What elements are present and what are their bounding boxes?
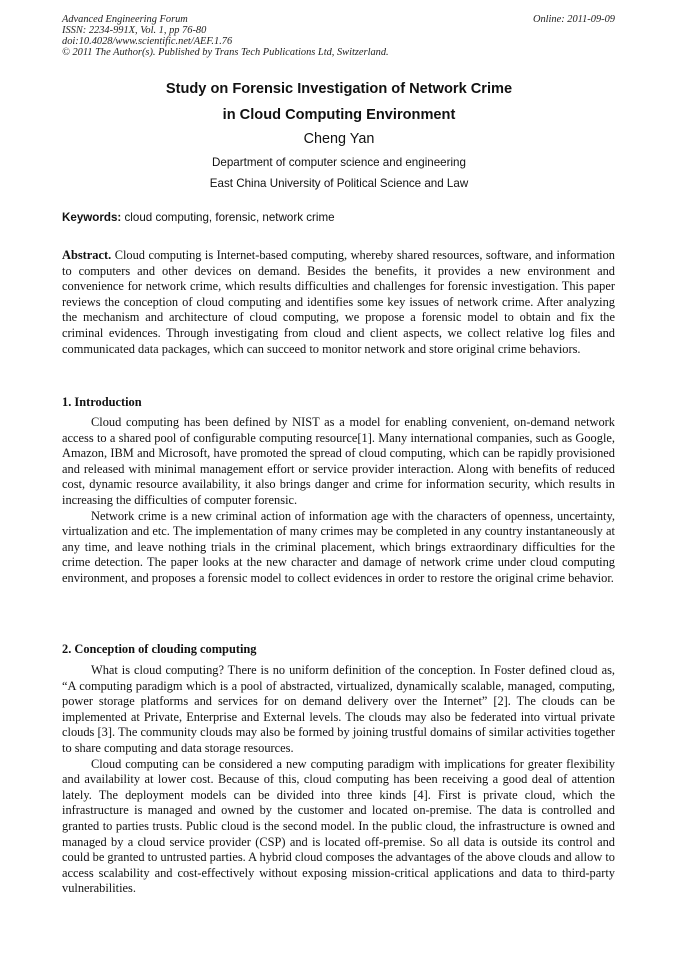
abstract-label: Abstract.: [62, 248, 112, 262]
keywords-label: Keywords:: [62, 211, 122, 224]
abstract-text: Cloud computing is Internet-based computing, whereby shared resources, software, and information to computers and other devices on demand. Besides the benefits, it provides a new environment and convenience for network crime, which results difficulties and challenges for forensic investigation. This paper reviews the conception of cloud computing and identifies some key issues of network crime. After analyzing the mechanism and architecture of cloud computing, we propose a forensic model to obtain and fix the criminal evidences. Through investigating from cloud and client aspects, we collect relative log files and communicated data packages, which can succeed to monitor network and store original crime behaviors.: [62, 248, 615, 356]
conception-body: [62, 663, 615, 897]
journal-doi: doi:10.4028/www.scientific.net/AEF.1.76: [62, 36, 233, 47]
author-name: Cheng Yan: [303, 131, 375, 147]
keywords-text: cloud computing, forensic, network crime: [121, 211, 335, 224]
paper-title-line-1: Study on Forensic Investigation of Network Crime: [165, 81, 513, 97]
affiliation-department: Department of computer science and engineering: [212, 156, 466, 169]
introduction-body: [62, 415, 615, 587]
section-heading-conception: 2. Conception of clouding computing: [62, 642, 257, 656]
paragraph: Cloud computing can be considered a new computing paradigm with implications for greater flexibility and availability at lower cost. Because of this, cloud computing has been receiving a good deal of attention lately. The deployment models can be divided into three kinds [4]. First is private cloud, which the infrastructure is managed and owned by the customer and located on-premise. The data is controlled and granted to parties trusts. Public cloud is the second model. In the public cloud, the infrastructure is owned and managed by a cloud service provider (CSP) and is located off-premise. So all data is outside its control and could be granted to untrusted parties. A hybrid cloud composes the advantages of the above clouds and allow to access scalability and cost-effectively without exposing mission-critical applications and data to third-party vulnerabilities.: [62, 756, 615, 896]
keywords: [62, 210, 615, 226]
affiliation-university: East China University of Political Science and Law: [209, 177, 469, 190]
section-heading-introduction: 1. Introduction: [62, 395, 142, 409]
journal-header: [62, 14, 615, 58]
journal-issn: ISSN: 2234-991X, Vol. 1, pp 76-80: [62, 25, 207, 36]
paragraph: Network crime is a new criminal action of information age with the characters of openness, uncertainty, virtualization and etc. The implementation of many crimes may be completed in any country instantaneously at any time, and leave nothing trials in the criminal placement, which brings extraordinary difficulties for the crime detection. The paper looks at the new character and damage of network crime under cloud computing environment, and proposes a forensic model to collect evidences in order to restore the original crime behavior.: [62, 508, 615, 585]
paper-title-line-2: in Cloud Computing Environment: [222, 107, 456, 123]
online-date: Online: 2011-09-09: [532, 14, 615, 25]
journal-name: Advanced Engineering Forum: [62, 14, 188, 25]
journal-copyright: © 2011 The Author(s). Published by Trans Tech Publications Ltd, Switzerland.: [62, 47, 389, 58]
abstract: [62, 248, 615, 357]
paragraph: What is cloud computing? There is no uniform definition of the conception. In Foster defined cloud as, “A computing paradigm which is a pool of abstracted, virtualized, dynamically scalable, managed, computing, power storage platforms and services for on demand delivery over the Internet” [2]. The clouds can be implemented at Private, Enterprise and External levels. The clouds may also be federated into virtual private clouds [3]. The community clouds may also be formed by joining trustful domains of similar activities together to share computing and data storage resources.: [62, 663, 615, 755]
paragraph: Cloud computing has been defined by NIST as a model for enabling convenient, on-demand network access to a shared pool of configurable computing resource[1]. Many international companies, such as Google, Amazon, IBM and Microsoft, have promoted the spread of cloud computing, which can be rapidly provisioned and released with minimal management effort or service provider interaction. Along with benefits of reduced cost, dynamic resource availability, it also brings danger and crime for information security, which results in increasing the difficulties of computer forensic.: [62, 415, 615, 507]
